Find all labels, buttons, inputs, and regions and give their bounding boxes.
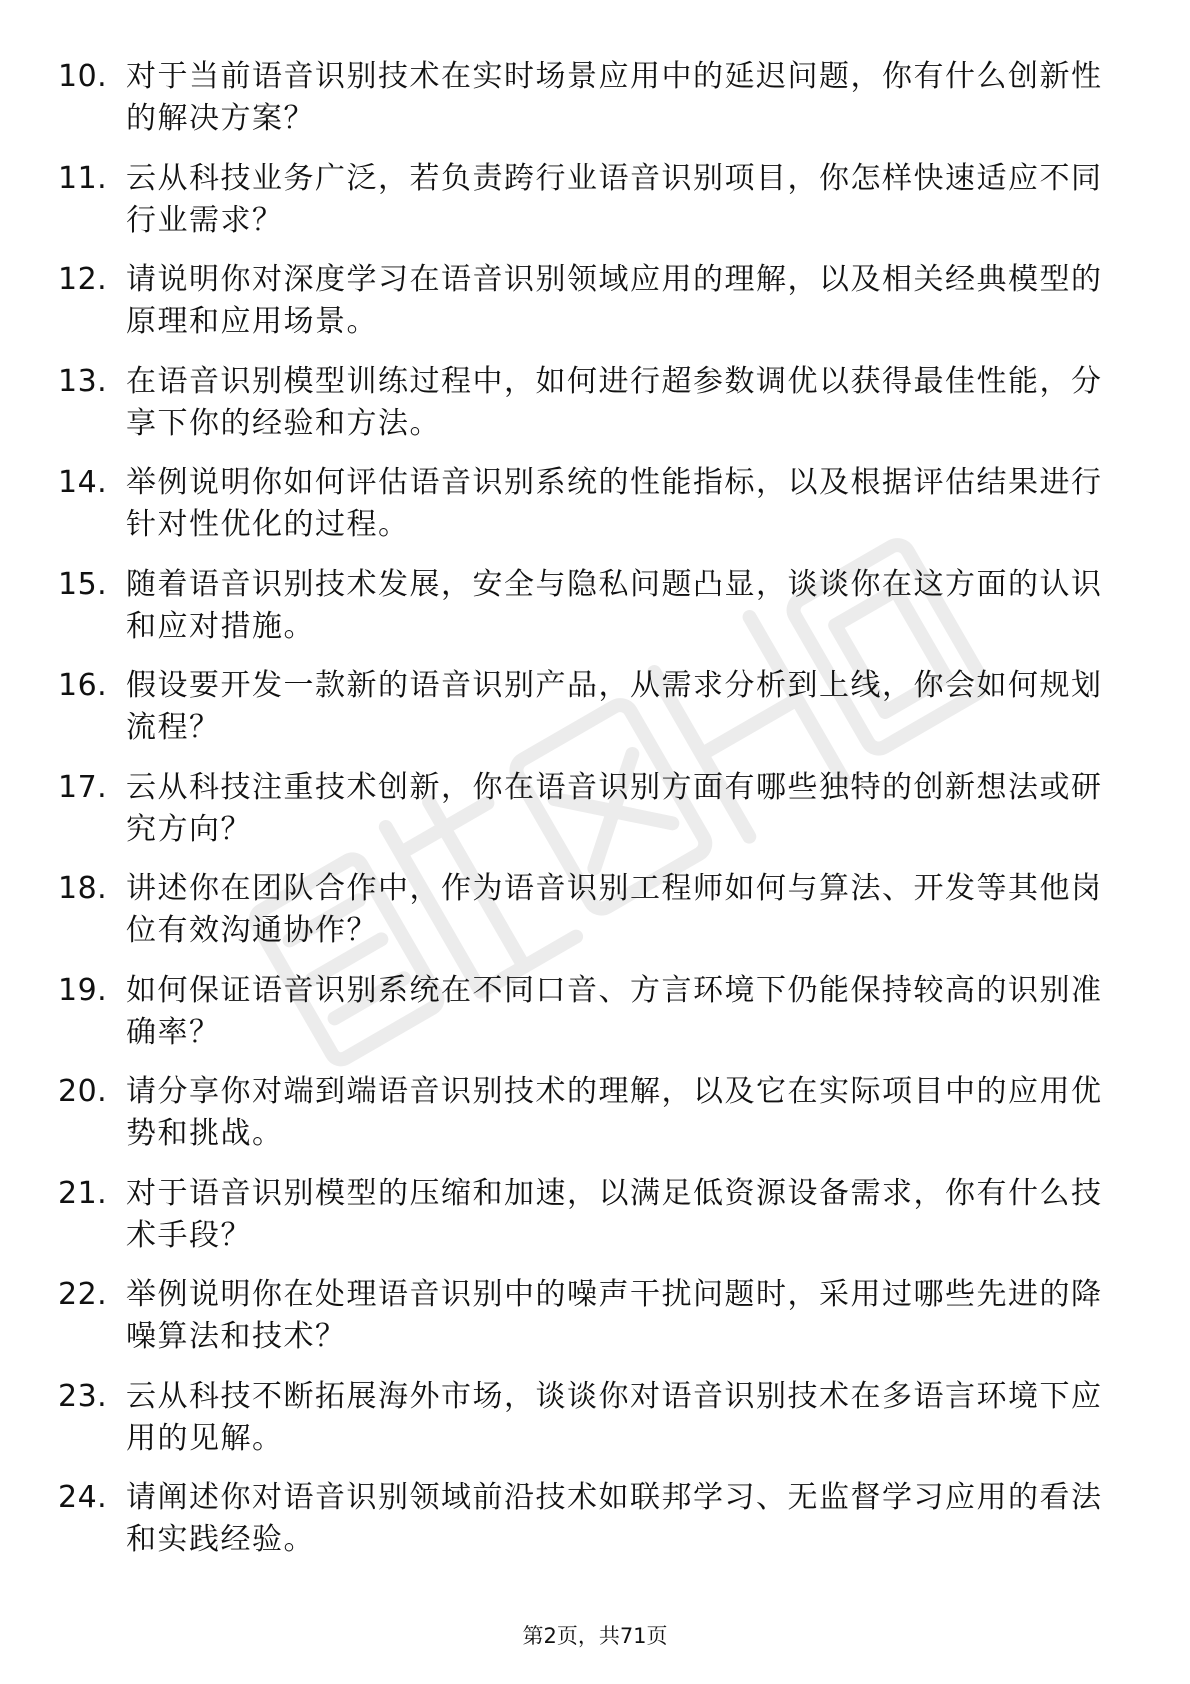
list-item (0, 868, 1190, 970)
list-item (0, 1071, 1190, 1173)
question-text: 如何保证语音识别系统在不同口音、方言环境下仍能保持较高的识别准确率？ (126, 972, 1103, 1050)
question-number: 14. (58, 465, 108, 500)
list-item (0, 462, 1190, 564)
list-item (0, 564, 1190, 666)
question-number: 10. (58, 59, 108, 94)
question-text: 在语音识别模型训练过程中，如何进行超参数调优以获得最佳性能，分享下你的经验和方法。 (126, 363, 1103, 441)
question-text: 举例说明你在处理语音识别中的噪声干扰问题时，采用过哪些先进的降噪算法和技术？ (126, 1277, 1103, 1354)
question-text: 对于语音识别模型的压缩和加速，以满足低资源设备需求，你有什么技术手段？ (126, 1175, 1103, 1253)
list-item (0, 259, 1190, 361)
question-text: 云从科技注重技术创新，你在语音识别方面有哪些独特的创新想法或研究方向？ (126, 769, 1103, 847)
page-number: 第2页，共71页 (522, 1624, 668, 1648)
question-text: 请阐述你对语音识别领域前沿技术如联邦学习、无监督学习应用的看法和实践经验。 (126, 1480, 1103, 1557)
question-list (0, 56, 1190, 1579)
question-number: 15. (58, 566, 108, 602)
list-item (0, 56, 1190, 158)
question-number: 11. (58, 160, 108, 196)
list-item (0, 1274, 1190, 1376)
question-text: 随着语音识别技术发展，安全与隐私问题凸显，谈谈你在这方面的认识和应对措施。 (126, 566, 1103, 644)
question-number: 22. (58, 1277, 108, 1312)
question-number: 12. (58, 262, 108, 297)
question-number: 18. (58, 871, 108, 906)
question-number: 19. (58, 972, 108, 1008)
list-item (0, 767, 1190, 869)
question-text: 请分享你对端到端语音识别技术的理解，以及它在实际项目中的应用优势和挑战。 (126, 1074, 1103, 1151)
question-text: 讲述你在团队合作中，作为语音识别工程师如何与算法、开发等其他岗位有效沟通协作？ (126, 871, 1103, 948)
list-item (0, 1173, 1190, 1275)
question-number: 23. (58, 1378, 108, 1414)
question-text: 对于当前语音识别技术在实时场景应用中的延迟问题，你有什么创新性的解决方案？ (126, 59, 1103, 136)
question-text: 举例说明你如何评估语音识别系统的性能指标，以及根据评估结果进行针对性优化的过程。 (126, 465, 1103, 542)
question-number: 16. (58, 668, 108, 703)
list-item (0, 1477, 1190, 1579)
question-number: 13. (58, 363, 108, 399)
question-number: 17. (58, 769, 108, 805)
question-text: 云从科技不断拓展海外市场，谈谈你对语音识别技术在多语言环境下应用的见解。 (126, 1378, 1103, 1456)
question-number: 24. (58, 1480, 108, 1515)
question-number: 21. (58, 1175, 108, 1211)
question-text: 云从科技业务广泛，若负责跨行业语音识别项目，你怎样快速适应不同行业需求？ (126, 160, 1103, 238)
list-item (0, 361, 1190, 463)
list-item (0, 665, 1190, 767)
list-item (0, 1376, 1190, 1478)
question-text: 请说明你对深度学习在语音识别领域应用的理解，以及相关经典模型的原理和应用场景。 (126, 262, 1103, 339)
list-item (0, 158, 1190, 260)
question-text: 假设要开发一款新的语音识别产品，从需求分析到上线，你会如何规划流程？ (126, 668, 1103, 745)
list-item (0, 970, 1190, 1072)
question-number: 20. (58, 1074, 108, 1109)
